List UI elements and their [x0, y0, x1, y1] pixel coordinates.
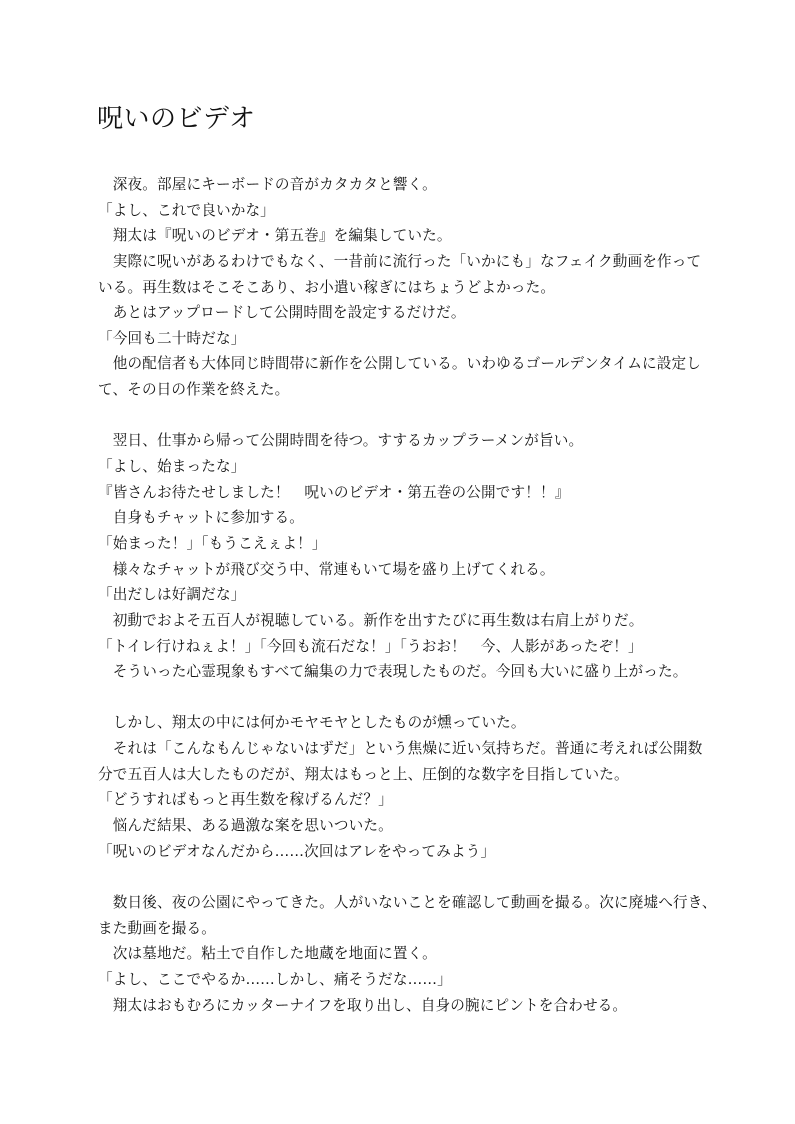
text-line: 翌日、仕事から帰って公開時間を待つ。すするカップラーメンが旨い。 — [98, 432, 584, 450]
text-line: 「始まった！」「もうこえぇよ！」 — [98, 534, 327, 552]
text-line: また動画を撮る。 — [98, 919, 216, 937]
text-line: 初動でおよそ五百人が視聴している。新作を出すたびに再生数は右肩上がりだ。 — [98, 611, 644, 629]
blank-line — [98, 685, 718, 711]
blank-line — [98, 403, 718, 429]
text-line: あとはアップロードして公開時間を設定するだけだ。 — [98, 304, 466, 322]
text-line: 分で五百人は大したものだが、翔太はもっと上、圧倒的な数字を目指していた。 — [98, 765, 629, 783]
text-line: 「トイレ行けねぇよ！」「今回も流石だな！」「うおお！ 今、人影があったぞ！」 — [98, 637, 643, 655]
document-title: 呪いのビデオ — [97, 104, 256, 134]
text-line: て、その日の作業を終えた。 — [98, 381, 290, 399]
text-line: 「呪いのビデオなんだから……次回はアレをやってみよう」 — [98, 842, 496, 860]
text-line: 実際に呪いがあるわけでもなく、一昔前に流行った「いかにも」なフェイク動画を作って — [98, 252, 702, 270]
text-line: それは「こんなもんじゃないはずだ」という焦燥に近い気持ちだ。普通に考えれば公開数 — [98, 740, 703, 758]
text-line: 深夜。部屋にキーボードの音がカタカタと響く。 — [98, 176, 437, 193]
text-line: 数日後、夜の公園にやってきた。人がいないことを確認して動画を撮る。次に廃墟へ行き、 — [98, 893, 717, 911]
text-line: そういった心霊現象もすべて編集の力で表現したものだ。今回も大いに盛り上がった。 — [98, 663, 688, 681]
text-line: 「どうすればもっと再生数を稼げるんだ？」 — [98, 791, 393, 809]
text-line: 翔太はおもむろにカッターナイフを取り出し、自身の腕にピントを合わせる。 — [98, 996, 628, 1014]
blank-line — [98, 864, 718, 890]
text-line: 翔太は『呪いのビデオ・第五巻』を編集していた。 — [98, 227, 452, 245]
text-line: 「よし、これで良いかな」 — [98, 201, 275, 219]
text-line: 『皆さんお待たせしました！ 呪いのビデオ・第五巻の公開です！！』 — [98, 483, 570, 501]
text-line: いる。再生数はそこそこあり、お小遣い稼ぎにはちょうどよかった。 — [98, 278, 556, 296]
text-line: 「今回も二十時だな」 — [98, 329, 246, 347]
document-body — [98, 172, 718, 1018]
text-line: 自身もチャットに参加する。 — [98, 509, 304, 527]
text-line: 様々なチャットが飛び交う中、常連もいて場を盛り上げてくれる。 — [98, 560, 555, 578]
text-line: 「出だしは好調だな」 — [98, 586, 246, 604]
text-line: 他の配信者も大体同じ時間帯に新作を公開している。いわゆるゴールデンタイムに設定し — [98, 355, 702, 373]
text-line: 悩んだ結果、ある過激な案を思いついた。 — [98, 817, 393, 835]
text-line: 「よし、始まったな」 — [98, 458, 246, 476]
text-line: 「よし、ここでやるか……しかし、痛そうだな……」 — [98, 970, 452, 988]
text-line: しかし、翔太の中には何かモヤモヤとしたものが燻っていた。 — [98, 714, 526, 732]
text-line: 次は墓地だ。粘土で自作した地蔵を地面に置く。 — [98, 945, 437, 963]
